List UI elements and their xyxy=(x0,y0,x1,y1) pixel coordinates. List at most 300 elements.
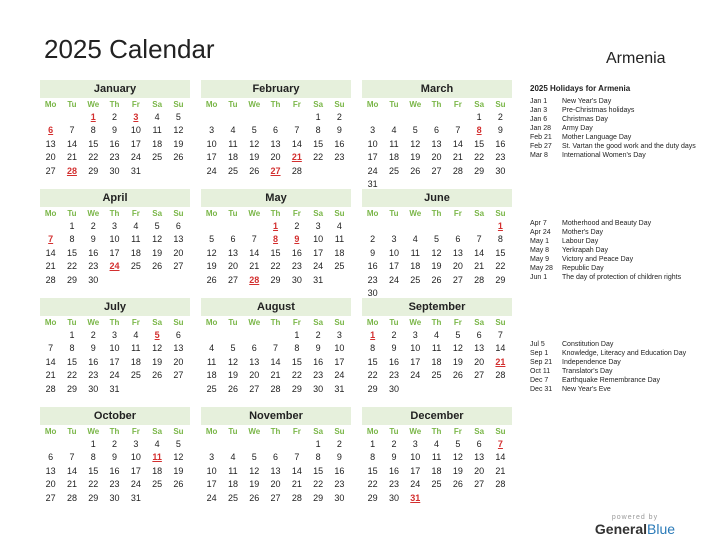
weekday-label: Mo xyxy=(44,318,57,327)
holiday-date: 1 xyxy=(273,221,279,231)
calendar-day: 3 xyxy=(412,439,418,449)
holiday-name: Yerkrapah Day xyxy=(562,247,609,254)
calendar-day: 30 xyxy=(291,274,302,285)
calendar-day: 25 xyxy=(334,261,345,272)
calendar-day: 10 xyxy=(206,138,217,149)
calendar-day: 18 xyxy=(152,138,163,149)
empty-cell xyxy=(244,220,265,233)
weekday-label: Tu xyxy=(389,100,399,109)
calendar-day: 9 xyxy=(497,125,503,136)
calendar-day: 30 xyxy=(88,383,99,394)
weekday-label: Fr xyxy=(453,318,462,327)
weekday-label: Tu xyxy=(67,209,77,218)
calendar-day: 27 xyxy=(474,370,485,381)
calendar-day: 19 xyxy=(452,465,463,476)
day-grid xyxy=(201,425,351,505)
calendar-day: 16 xyxy=(88,247,99,258)
weekday-label: Mo xyxy=(44,209,57,218)
month-february xyxy=(201,80,351,178)
holiday-name: Pre-Christmas holidays xyxy=(562,107,635,114)
calendar-day: 31 xyxy=(130,165,141,176)
weekday-label: Mo xyxy=(205,209,218,218)
calendar-day: 15 xyxy=(66,356,77,367)
calendar-day: 20 xyxy=(45,479,56,490)
calendar-day: 21 xyxy=(495,465,506,476)
weekday-label: Su xyxy=(495,427,506,436)
empty-cell xyxy=(405,220,426,233)
month-title: July xyxy=(40,298,190,316)
weekday-label: Tu xyxy=(228,209,238,218)
calendar-day: 18 xyxy=(410,261,421,272)
holiday-name: Victory and Peace Day xyxy=(562,256,634,263)
calendar-day: 28 xyxy=(495,370,506,381)
calendar-day: 28 xyxy=(270,383,281,394)
calendar-day: 1 xyxy=(370,439,376,449)
empty-cell xyxy=(362,220,383,233)
month-title: December xyxy=(362,407,512,425)
holiday-date: 28 xyxy=(66,165,77,176)
calendar-day: 30 xyxy=(88,274,99,285)
calendar-day: 15 xyxy=(88,465,99,476)
calendar-day: 28 xyxy=(291,165,302,176)
weekday-label: Sa xyxy=(474,100,485,109)
calendar-day: 21 xyxy=(45,370,56,381)
country-name: Armenia xyxy=(606,50,666,67)
calendar-day: 19 xyxy=(206,261,217,272)
calendar-day: 6 xyxy=(251,343,257,354)
calendar-day: 24 xyxy=(130,152,141,163)
calendar-day: 23 xyxy=(109,152,120,163)
holiday-date-label: Jan 3 xyxy=(530,107,548,114)
calendar-day: 21 xyxy=(249,261,260,272)
holiday-date-label: Mar 8 xyxy=(530,152,548,159)
calendar-day: 21 xyxy=(452,152,463,163)
brand-blue: Blue xyxy=(647,521,676,537)
calendar-day: 15 xyxy=(474,138,485,149)
calendar-day: 24 xyxy=(334,370,345,381)
month-january xyxy=(40,80,190,178)
weekday-label: Su xyxy=(334,209,345,218)
calendar-day: 21 xyxy=(45,261,56,272)
calendar-day: 23 xyxy=(495,152,506,163)
calendar-day: 17 xyxy=(367,152,378,163)
calendar-day: 17 xyxy=(130,465,141,476)
calendar-day: 31 xyxy=(313,274,324,285)
calendar-day: 17 xyxy=(410,356,421,367)
holiday-date-label: Jun 1 xyxy=(530,274,548,281)
empty-cell xyxy=(468,220,489,233)
weekday-label: Sa xyxy=(152,100,163,109)
calendar-day: 13 xyxy=(45,138,56,149)
calendar-day: 3 xyxy=(315,221,321,231)
holiday-group xyxy=(530,219,705,282)
calendar-day: 12 xyxy=(410,138,421,149)
calendar-day: 18 xyxy=(431,465,442,476)
weekday-label: We xyxy=(87,100,100,109)
month-march xyxy=(362,80,512,191)
calendar-day: 5 xyxy=(455,439,461,449)
calendar-day: 1 xyxy=(294,330,300,340)
calendar-day: 24 xyxy=(388,274,399,285)
calendar-day: 29 xyxy=(291,383,302,394)
weekday-label: Th xyxy=(431,100,442,109)
calendar-day: 11 xyxy=(431,343,442,354)
calendar-day: 12 xyxy=(249,138,260,149)
calendar-day: 12 xyxy=(227,356,238,367)
calendar-day: 31 xyxy=(109,383,120,394)
calendar-day: 11 xyxy=(334,234,345,245)
calendar-day: 9 xyxy=(391,343,397,354)
calendar-day: 6 xyxy=(230,234,236,245)
calendar-day: 17 xyxy=(109,356,120,367)
calendar-day: 13 xyxy=(270,138,281,149)
calendar-day: 26 xyxy=(152,370,163,381)
calendar-day: 22 xyxy=(88,152,99,163)
empty-cell xyxy=(222,329,243,342)
calendar-day: 26 xyxy=(431,274,442,285)
empty-cell xyxy=(222,111,243,124)
weekday-label: Th xyxy=(109,427,120,436)
holiday-date-label: Apr 7 xyxy=(530,220,547,227)
day-grid xyxy=(201,316,351,396)
holiday-row xyxy=(530,358,705,367)
calendar-day: 8 xyxy=(370,343,376,354)
calendar-day: 9 xyxy=(336,452,342,463)
calendar-day: 13 xyxy=(227,247,238,258)
calendar-day: 24 xyxy=(206,492,217,503)
weekday-label: Su xyxy=(173,318,184,327)
calendar-day: 22 xyxy=(313,152,324,163)
brand-name xyxy=(590,521,680,537)
holiday-date: 1 xyxy=(90,112,96,122)
weekday-label: Sa xyxy=(313,209,324,218)
calendar-day: 29 xyxy=(367,383,378,394)
empty-cell xyxy=(40,220,61,233)
holiday-name: Earthquake Remembrance Day xyxy=(562,377,661,384)
calendar-day: 18 xyxy=(227,152,238,163)
calendar-day: 19 xyxy=(410,152,421,163)
brand-logo xyxy=(590,514,680,537)
calendar-day: 7 xyxy=(48,343,54,354)
calendar-day: 14 xyxy=(66,465,77,476)
calendar-day: 5 xyxy=(251,125,257,136)
calendar-day: 2 xyxy=(336,112,342,122)
empty-cell xyxy=(40,438,61,451)
calendar-day: 3 xyxy=(391,234,397,245)
calendar-day: 11 xyxy=(389,138,399,149)
weekday-label: We xyxy=(409,427,422,436)
calendar-day: 9 xyxy=(90,343,96,354)
empty-cell xyxy=(265,111,286,124)
calendar-day: 16 xyxy=(109,138,120,149)
calendar-day: 17 xyxy=(388,261,399,272)
calendar-day: 28 xyxy=(474,274,485,285)
weekday-label: Fr xyxy=(292,209,301,218)
calendar-day: 14 xyxy=(495,452,506,463)
weekday-label: Sa xyxy=(152,427,163,436)
calendar-day: 17 xyxy=(206,479,217,490)
calendar-day: 1 xyxy=(476,112,482,122)
calendar-day: 13 xyxy=(249,356,260,367)
calendar-day: 8 xyxy=(315,452,321,463)
weekday-label: Su xyxy=(334,318,345,327)
calendar-day: 20 xyxy=(270,479,281,490)
calendar-day: 28 xyxy=(45,383,56,394)
month-title: January xyxy=(40,80,190,98)
calendar-day: 18 xyxy=(130,247,141,258)
calendar-day: 4 xyxy=(209,343,215,354)
weekday-label: We xyxy=(409,100,422,109)
empty-cell xyxy=(286,438,307,451)
weekday-label: Su xyxy=(334,427,345,436)
calendar-day: 2 xyxy=(112,112,118,122)
holiday-row xyxy=(530,264,705,273)
calendar-day: 11 xyxy=(131,234,141,245)
calendar-day: 20 xyxy=(431,152,442,163)
calendar-day: 4 xyxy=(133,330,139,340)
weekday-label: Fr xyxy=(131,427,140,436)
calendar-day: 29 xyxy=(66,383,77,394)
calendar-day: 22 xyxy=(66,261,77,272)
holiday-row xyxy=(530,133,705,142)
calendar-day: 27 xyxy=(249,383,260,394)
calendar-day: 26 xyxy=(410,165,421,176)
holiday-date: 27 xyxy=(270,165,281,176)
calendar-day: 4 xyxy=(391,125,397,136)
holiday-group xyxy=(530,84,705,160)
weekday-label: Mo xyxy=(366,100,379,109)
empty-cell xyxy=(405,111,426,124)
calendar-day: 7 xyxy=(294,125,300,136)
powered-by-text: powered by xyxy=(611,514,659,521)
empty-cell xyxy=(222,438,243,451)
holiday-row xyxy=(530,151,705,160)
holiday-row xyxy=(530,237,705,246)
day-grid xyxy=(40,98,190,178)
calendar-day: 15 xyxy=(313,138,324,149)
weekday-label: Sa xyxy=(313,427,324,436)
calendar-day: 24 xyxy=(206,165,217,176)
weekday-label: Th xyxy=(109,318,120,327)
month-title: November xyxy=(201,407,351,425)
calendar-day: 19 xyxy=(249,479,260,490)
month-title: February xyxy=(201,80,351,98)
holiday-date-label: Feb 27 xyxy=(530,143,552,150)
calendar-day: 12 xyxy=(173,452,184,463)
holiday-row xyxy=(530,385,705,394)
weekday-label: We xyxy=(248,318,261,327)
calendar-day: 5 xyxy=(251,452,257,463)
calendar-day: 23 xyxy=(367,274,378,285)
weekday-label: Su xyxy=(173,209,184,218)
month-title: May xyxy=(201,189,351,207)
calendar-day: 3 xyxy=(336,330,342,340)
calendar-day: 22 xyxy=(291,370,302,381)
calendar-day: 3 xyxy=(112,330,118,340)
calendar-day: 27 xyxy=(474,479,485,490)
holiday-date: 5 xyxy=(154,330,160,340)
day-grid xyxy=(40,425,190,505)
day-grid xyxy=(40,316,190,396)
calendar-day: 18 xyxy=(206,370,217,381)
day-grid xyxy=(40,207,190,287)
month-september xyxy=(362,298,512,396)
calendar-day: 5 xyxy=(230,343,236,354)
weekday-label: We xyxy=(87,209,100,218)
holiday-row xyxy=(530,142,705,151)
holiday-date-label: Feb 21 xyxy=(530,134,552,141)
weekday-label: Mo xyxy=(44,100,57,109)
calendar-day: 4 xyxy=(434,330,440,340)
weekday-label: Tu xyxy=(389,427,399,436)
calendar-day: 20 xyxy=(474,356,485,367)
month-october xyxy=(40,407,190,505)
empty-cell xyxy=(61,111,82,124)
calendar-day: 12 xyxy=(173,125,184,136)
calendar-day: 4 xyxy=(154,112,160,122)
calendar-day: 8 xyxy=(315,125,321,136)
calendar-day: 3 xyxy=(370,125,376,136)
calendar-day: 30 xyxy=(367,287,378,298)
calendar-day: 26 xyxy=(452,479,463,490)
holiday-date-label: Dec 7 xyxy=(530,377,549,384)
month-june xyxy=(362,189,512,300)
weekday-label: We xyxy=(87,427,100,436)
calendar-day: 1 xyxy=(315,112,321,122)
holiday-date: 9 xyxy=(294,234,300,245)
empty-cell xyxy=(201,438,222,451)
weekday-label: Tu xyxy=(67,318,77,327)
weekday-label: Fr xyxy=(453,100,462,109)
empty-cell xyxy=(201,329,222,342)
holiday-date-label: May 28 xyxy=(530,265,553,272)
calendar-day: 4 xyxy=(154,439,160,449)
calendar-day: 13 xyxy=(452,247,463,258)
calendar-day: 29 xyxy=(88,492,99,503)
calendar-day: 11 xyxy=(206,356,217,367)
calendar-day: 2 xyxy=(391,439,397,449)
calendar-day: 10 xyxy=(130,452,141,463)
calendar-day: 19 xyxy=(227,370,238,381)
calendar-day: 14 xyxy=(249,247,260,258)
calendar-day: 25 xyxy=(388,165,399,176)
calendar-day: 17 xyxy=(109,247,120,258)
calendar-day: 21 xyxy=(291,479,302,490)
holiday-date: 7 xyxy=(48,234,54,245)
calendar-day: 9 xyxy=(112,452,118,463)
calendar-day: 4 xyxy=(336,221,342,231)
calendar-day: 2 xyxy=(391,330,397,340)
holidays-title: 2025 Holidays for Armenia xyxy=(530,84,631,93)
holiday-date: 1 xyxy=(497,221,503,231)
calendar-day: 17 xyxy=(313,247,324,258)
calendar-day: 11 xyxy=(152,125,162,136)
calendar-day: 3 xyxy=(209,452,215,463)
calendar-day: 22 xyxy=(66,370,77,381)
calendar-day: 23 xyxy=(334,152,345,163)
calendar-day: 7 xyxy=(476,234,482,245)
calendar-day: 4 xyxy=(133,221,139,231)
weekday-label: Tu xyxy=(389,318,399,327)
month-title: October xyxy=(40,407,190,425)
calendar-day: 18 xyxy=(227,479,238,490)
calendar-day: 25 xyxy=(130,261,141,272)
calendar-day: 29 xyxy=(367,492,378,503)
month-april xyxy=(40,189,190,287)
day-grid xyxy=(362,425,512,505)
calendar-day: 6 xyxy=(273,452,279,463)
calendar-day: 18 xyxy=(334,247,345,258)
empty-cell xyxy=(447,220,468,233)
month-title: August xyxy=(201,298,351,316)
calendar-day: 22 xyxy=(270,261,281,272)
calendar-day: 5 xyxy=(154,221,160,231)
weekday-label: Fr xyxy=(292,318,301,327)
calendar-day: 4 xyxy=(412,234,418,245)
calendar-day: 27 xyxy=(227,274,238,285)
holiday-date: 6 xyxy=(48,125,54,136)
calendar-day: 18 xyxy=(388,152,399,163)
calendar-day: 6 xyxy=(48,452,54,463)
calendar-day: 17 xyxy=(130,138,141,149)
weekday-label: Su xyxy=(495,100,506,109)
calendar-day: 2 xyxy=(315,330,321,340)
calendar-day: 20 xyxy=(45,152,56,163)
weekday-label: Tu xyxy=(228,100,238,109)
calendar-day: 2 xyxy=(90,330,96,340)
weekday-label: Th xyxy=(109,209,120,218)
holiday-date: 3 xyxy=(133,112,139,122)
holiday-date-label: Jan 1 xyxy=(530,98,548,105)
calendar-day: 13 xyxy=(474,343,485,354)
weekday-label: Mo xyxy=(366,318,379,327)
weekday-label: Fr xyxy=(292,427,301,436)
holiday-date: 21 xyxy=(495,356,506,367)
calendar-day: 7 xyxy=(251,234,257,245)
calendar-day: 25 xyxy=(152,479,163,490)
calendar-day: 12 xyxy=(152,343,163,354)
calendar-day: 2 xyxy=(112,439,118,449)
holiday-date-label: Dec 31 xyxy=(530,386,553,393)
holiday-name: The day of protection of children rights xyxy=(562,274,682,281)
calendar-day: 26 xyxy=(452,370,463,381)
calendar-day: 15 xyxy=(88,138,99,149)
calendar-day: 22 xyxy=(367,479,378,490)
empty-cell xyxy=(40,329,61,342)
weekday-label: Th xyxy=(431,209,442,218)
holiday-date: 1 xyxy=(370,330,376,340)
weekday-label: Su xyxy=(173,427,184,436)
holiday-name: Independence Day xyxy=(562,359,621,366)
month-july xyxy=(40,298,190,396)
calendar-day: 22 xyxy=(367,370,378,381)
calendar-day: 6 xyxy=(476,330,482,340)
calendar-day: 17 xyxy=(410,465,421,476)
calendar-day: 14 xyxy=(452,138,463,149)
calendar-day: 2 xyxy=(497,112,503,122)
calendar-day: 6 xyxy=(175,221,181,231)
calendar-day: 11 xyxy=(228,465,238,476)
calendar-day: 30 xyxy=(334,492,345,503)
calendar-day: 22 xyxy=(313,479,324,490)
calendar-day: 27 xyxy=(45,165,56,176)
calendar-day: 6 xyxy=(175,330,181,340)
calendar-day: 4 xyxy=(230,452,236,463)
calendar-day: 29 xyxy=(88,165,99,176)
calendar-day: 3 xyxy=(412,330,418,340)
calendar-day: 12 xyxy=(452,343,463,354)
calendar-day: 25 xyxy=(227,165,238,176)
